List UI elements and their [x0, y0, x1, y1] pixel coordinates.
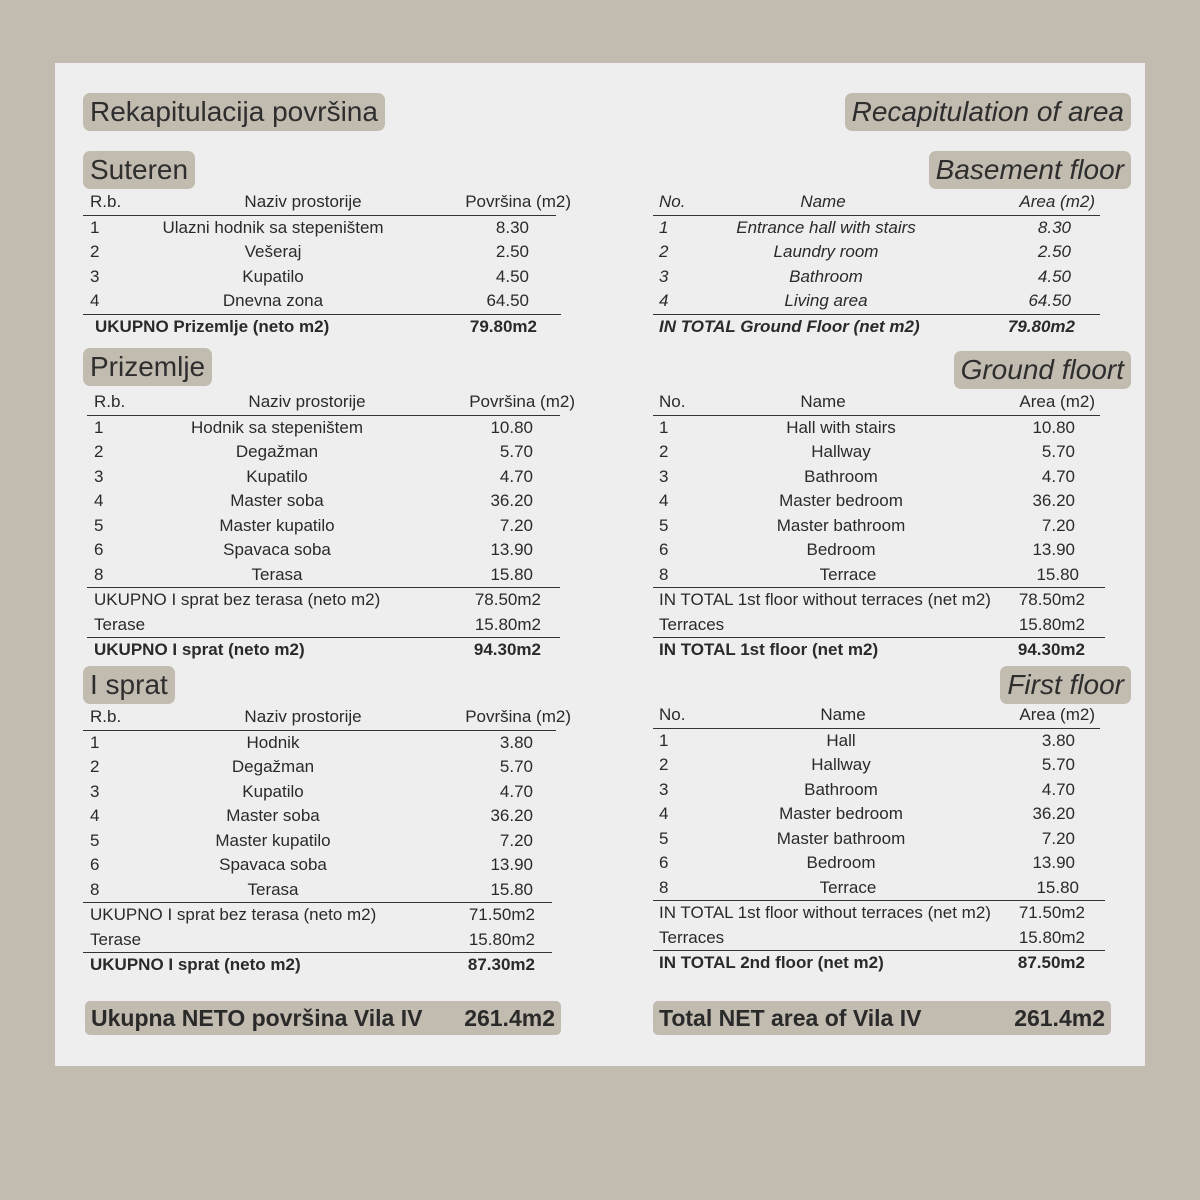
- row-name: Master soba: [230, 491, 324, 510]
- row-area: 5.70: [1041, 442, 1075, 461]
- row-area: 36.20: [490, 491, 533, 510]
- row-area: 64.50: [486, 291, 529, 310]
- row-no: 3: [659, 779, 669, 799]
- row-area: 13.90: [1032, 853, 1075, 872]
- subtotal-value: 71.50m2: [468, 905, 535, 924]
- row-no: 3: [90, 266, 100, 286]
- row-no: 2: [659, 442, 669, 461]
- row-name: Bathroom: [804, 779, 878, 799]
- table-row: [653, 289, 1100, 315]
- row-area: 5.70: [499, 442, 533, 461]
- subtotal-value: 78.50m2: [1018, 590, 1085, 609]
- header-area: Površina (m2): [465, 707, 571, 726]
- row-name: Degažman: [235, 442, 319, 461]
- row-no: 1: [90, 217, 100, 237]
- terraces-row: [653, 613, 1105, 639]
- row-no: 6: [659, 853, 669, 872]
- header-no: No.: [659, 392, 686, 411]
- table-row: [653, 563, 1105, 589]
- header-name: Name: [820, 705, 866, 724]
- row-area: 7.20: [1041, 828, 1075, 848]
- total-row: [87, 638, 587, 663]
- row-no: 6: [94, 540, 104, 559]
- row-no: 4: [659, 291, 669, 310]
- total-value: 79.80m2: [469, 316, 537, 336]
- row-area: 2.50: [495, 242, 529, 261]
- row-name: Entrance hall with stairs: [736, 217, 916, 237]
- row-no: 6: [90, 855, 100, 874]
- subtotal-row: [87, 588, 587, 613]
- row-area: 2.50: [1037, 242, 1071, 261]
- document-sheet: [55, 63, 1145, 1066]
- terraces-value: 15.80m2: [474, 614, 541, 634]
- row-name: Kupatilo: [242, 266, 304, 286]
- row-area: 7.20: [499, 830, 533, 850]
- table-row: [83, 731, 583, 756]
- terraces-row: [87, 613, 560, 639]
- table-row: [87, 514, 587, 539]
- row-name: Vešeraj: [244, 242, 302, 261]
- grand-total-value: 261.4m2: [1014, 1005, 1105, 1031]
- row-name: Master soba: [226, 806, 320, 825]
- table-row: [653, 240, 1131, 265]
- row-area: 3.80: [1041, 730, 1075, 750]
- row-no: 1: [90, 732, 100, 752]
- left-first-heading: I sprat: [83, 666, 175, 704]
- table-row: [653, 802, 1131, 827]
- header-name: Name: [800, 392, 846, 411]
- table-row: [83, 780, 583, 805]
- table-row: [83, 240, 583, 265]
- left-title: Rekapitulacija površina: [83, 93, 385, 131]
- header-no: No.: [659, 705, 686, 724]
- total-label: UKUPNO I sprat (neto m2): [94, 640, 305, 659]
- table-row: [653, 753, 1131, 778]
- total-value: 94.30m2: [473, 640, 541, 659]
- terraces-row: [653, 926, 1105, 952]
- row-area: 13.90: [490, 855, 533, 874]
- row-area: 7.20: [1041, 515, 1075, 535]
- table-header: [83, 190, 571, 216]
- row-name: Terrace: [819, 564, 877, 584]
- subtotal-label: IN TOTAL 1st floor without terraces (net m2): [659, 903, 991, 922]
- row-name: Hallway: [811, 442, 871, 461]
- table-row: [653, 851, 1131, 876]
- row-area: 64.50: [1028, 291, 1071, 310]
- table-row: [653, 729, 1131, 754]
- table-row: [87, 538, 587, 563]
- row-no: 1: [659, 217, 669, 237]
- row-name: Master bedroom: [779, 804, 903, 823]
- row-name: Kupatilo: [242, 781, 304, 801]
- total-value: 94.30m2: [1017, 640, 1085, 659]
- table-row: [653, 514, 1131, 539]
- row-no: 2: [659, 242, 669, 261]
- table-header: [653, 190, 1100, 216]
- row-no: 8: [659, 564, 669, 584]
- right-ground-table: [653, 390, 1131, 663]
- table-row: [653, 416, 1131, 441]
- row-name: Master bedroom: [779, 491, 903, 510]
- table-row: [653, 876, 1105, 902]
- row-area: 36.20: [1032, 804, 1075, 823]
- row-no: 8: [90, 879, 100, 899]
- table-row: [83, 289, 561, 315]
- table-row: [653, 465, 1131, 490]
- row-name: Degažman: [231, 757, 315, 776]
- row-area: 4.70: [499, 781, 533, 801]
- row-name: Hodnik sa stepeništem: [191, 417, 363, 437]
- right-grand-total: [653, 1001, 1111, 1035]
- row-name: Master bathroom: [776, 828, 906, 848]
- subtotal-label: IN TOTAL 1st floor without terraces (net m2): [659, 590, 991, 609]
- table-header: [653, 703, 1100, 729]
- subtotal-value: 71.50m2: [1018, 903, 1085, 922]
- left-ground-heading: Prizemlje: [83, 348, 212, 386]
- row-name: Laundry room: [773, 242, 879, 261]
- row-area: 36.20: [1032, 491, 1075, 510]
- row-area: 10.80: [1032, 417, 1075, 437]
- table-row: [87, 489, 587, 514]
- total-label: IN TOTAL Ground Floor (net m2): [659, 316, 920, 336]
- row-area: 4.50: [1037, 266, 1071, 286]
- row-area: 36.20: [490, 806, 533, 825]
- terraces-label: Terase: [94, 614, 146, 634]
- table-row: [653, 538, 1131, 563]
- row-area: 13.90: [490, 540, 533, 559]
- row-name: Master kupatilo: [219, 515, 335, 535]
- subtotal-row: [83, 903, 583, 928]
- subtotal-row: [653, 588, 1131, 613]
- row-area: 15.80: [1036, 564, 1079, 584]
- left-basement-table: [83, 190, 583, 339]
- left-basement-heading: Suteren: [83, 151, 195, 189]
- right-first-heading: First floor: [1000, 666, 1131, 704]
- header-name: Naziv prostorije: [244, 707, 362, 726]
- grand-total-label: Ukupna NETO površina Vila IV: [91, 1005, 423, 1031]
- total-label: UKUPNO Prizemlje (neto m2): [95, 316, 330, 336]
- row-name: Hall: [826, 730, 856, 750]
- row-area: 13.90: [1032, 540, 1075, 559]
- row-name: Hodnik: [246, 732, 300, 752]
- header-area: Površina (m2): [465, 192, 571, 211]
- header-no: R.b.: [90, 707, 122, 726]
- table-header: [87, 390, 575, 416]
- table-row: [83, 265, 583, 290]
- row-name: Spavaca soba: [219, 855, 327, 874]
- table-row: [653, 778, 1131, 803]
- total-label: IN TOTAL 2nd floor (net m2): [659, 953, 884, 972]
- row-no: 1: [659, 417, 669, 437]
- row-no: 5: [659, 515, 669, 535]
- row-name: Dnevna zona: [222, 291, 324, 310]
- row-no: 5: [94, 515, 104, 535]
- row-name: Master bathroom: [776, 515, 906, 535]
- table-row: [83, 755, 583, 780]
- header-no: R.b.: [94, 392, 126, 411]
- table-row: [83, 804, 583, 829]
- total-row: [83, 953, 583, 978]
- terraces-label: Terase: [90, 929, 142, 949]
- row-area: 4.70: [1041, 779, 1075, 799]
- row-no: 6: [659, 540, 669, 559]
- row-name: Bedroom: [806, 540, 876, 559]
- table-row: [87, 563, 560, 589]
- subtotal-row: [653, 901, 1131, 926]
- left-ground-table: [87, 390, 587, 663]
- table-header: [83, 705, 571, 731]
- header-no: R.b.: [90, 192, 122, 211]
- table-row: [83, 216, 583, 241]
- table-row: [653, 216, 1131, 241]
- table-row: [83, 853, 583, 878]
- row-name: Terrace: [819, 877, 877, 897]
- total-row: [83, 315, 583, 340]
- row-no: 1: [94, 417, 104, 437]
- header-area: Površina (m2): [469, 392, 575, 411]
- row-area: 5.70: [499, 757, 533, 776]
- row-no: 8: [94, 564, 104, 584]
- terraces-row: [83, 928, 552, 954]
- row-area: 15.80: [490, 879, 533, 899]
- total-row: [653, 638, 1131, 663]
- table-header: [653, 390, 1100, 416]
- row-no: 4: [94, 491, 104, 510]
- row-area: 4.70: [1041, 466, 1075, 486]
- header-no: No.: [659, 192, 686, 211]
- row-no: 5: [90, 830, 100, 850]
- header-area: Area (m2): [1019, 192, 1095, 211]
- table-row: [87, 465, 587, 490]
- row-no: 3: [90, 781, 100, 801]
- row-no: 8: [659, 877, 669, 897]
- row-name: Bathroom: [804, 466, 878, 486]
- total-label: UKUPNO I sprat (neto m2): [90, 955, 301, 974]
- row-name: Hallway: [811, 755, 871, 774]
- row-area: 3.80: [499, 732, 533, 752]
- row-area: 15.80: [1036, 877, 1079, 897]
- header-name: Naziv prostorije: [244, 192, 362, 211]
- row-area: 8.30: [495, 217, 529, 237]
- total-value: 87.50m2: [1017, 953, 1085, 972]
- grand-total-value: 261.4m2: [464, 1005, 555, 1031]
- row-no: 1: [659, 730, 669, 750]
- header-area: Area (m2): [1019, 392, 1095, 411]
- table-row: [87, 416, 587, 441]
- row-area: 7.20: [499, 515, 533, 535]
- row-area: 4.70: [499, 466, 533, 486]
- row-no: 2: [94, 442, 104, 461]
- total-value: 79.80m2: [1007, 316, 1075, 336]
- terraces-label: Terraces: [659, 927, 725, 947]
- header-name: Name: [800, 192, 846, 211]
- total-label: IN TOTAL 1st floor (net m2): [659, 640, 879, 659]
- table-row: [83, 829, 583, 854]
- row-name: Terasa: [247, 879, 299, 899]
- right-first-table: [653, 703, 1131, 976]
- row-no: 4: [90, 291, 100, 310]
- row-no: 4: [659, 804, 669, 823]
- table-row: [653, 265, 1131, 290]
- row-name: Bathroom: [789, 266, 863, 286]
- row-name: Spavaca soba: [223, 540, 331, 559]
- table-row: [87, 440, 587, 465]
- row-area: 5.70: [1041, 755, 1075, 774]
- right-title: Recapitulation of area: [845, 93, 1131, 131]
- row-name: Master kupatilo: [215, 830, 331, 850]
- subtotal-label: UKUPNO I sprat bez terasa (neto m2): [90, 905, 377, 924]
- row-no: 5: [659, 828, 669, 848]
- row-no: 3: [659, 466, 669, 486]
- row-name: Terasa: [251, 564, 303, 584]
- row-no: 3: [659, 266, 669, 286]
- table-row: [653, 827, 1131, 852]
- subtotal-value: 78.50m2: [474, 590, 541, 609]
- left-first-table: [83, 705, 583, 978]
- row-no: 2: [659, 755, 669, 774]
- row-name: Hall with stairs: [786, 417, 896, 437]
- row-no: 4: [659, 491, 669, 510]
- right-basement-heading: Basement floor: [929, 151, 1131, 189]
- total-row: [653, 315, 1131, 340]
- table-row: [83, 878, 552, 904]
- right-basement-table: [653, 190, 1131, 339]
- header-name: Naziv prostorije: [248, 392, 366, 411]
- right-ground-heading: Ground floort: [954, 351, 1131, 389]
- row-no: 2: [90, 242, 100, 261]
- row-area: 15.80: [490, 564, 533, 584]
- terraces-value: 15.80m2: [1018, 927, 1085, 947]
- left-grand-total: [85, 1001, 561, 1035]
- row-name: Kupatilo: [246, 466, 308, 486]
- total-value: 87.30m2: [467, 955, 535, 974]
- table-row: [653, 440, 1131, 465]
- row-no: 2: [90, 757, 100, 776]
- row-name: Living area: [784, 291, 868, 310]
- header-area: Area (m2): [1019, 705, 1095, 724]
- grand-total-label: Total NET area of Vila IV: [659, 1005, 922, 1031]
- table-row: [653, 489, 1131, 514]
- row-name: Ulazni hodnik sa stepeništem: [162, 217, 384, 237]
- terraces-value: 15.80m2: [1018, 614, 1085, 634]
- terraces-label: Terraces: [659, 614, 725, 634]
- row-area: 8.30: [1037, 217, 1071, 237]
- subtotal-label: UKUPNO I sprat bez terasa (neto m2): [94, 590, 381, 609]
- row-area: 10.80: [490, 417, 533, 437]
- row-no: 4: [90, 806, 100, 825]
- total-row: [653, 951, 1131, 976]
- row-area: 4.50: [495, 266, 529, 286]
- row-name: Bedroom: [806, 853, 876, 872]
- row-no: 3: [94, 466, 104, 486]
- terraces-value: 15.80m2: [468, 929, 535, 949]
